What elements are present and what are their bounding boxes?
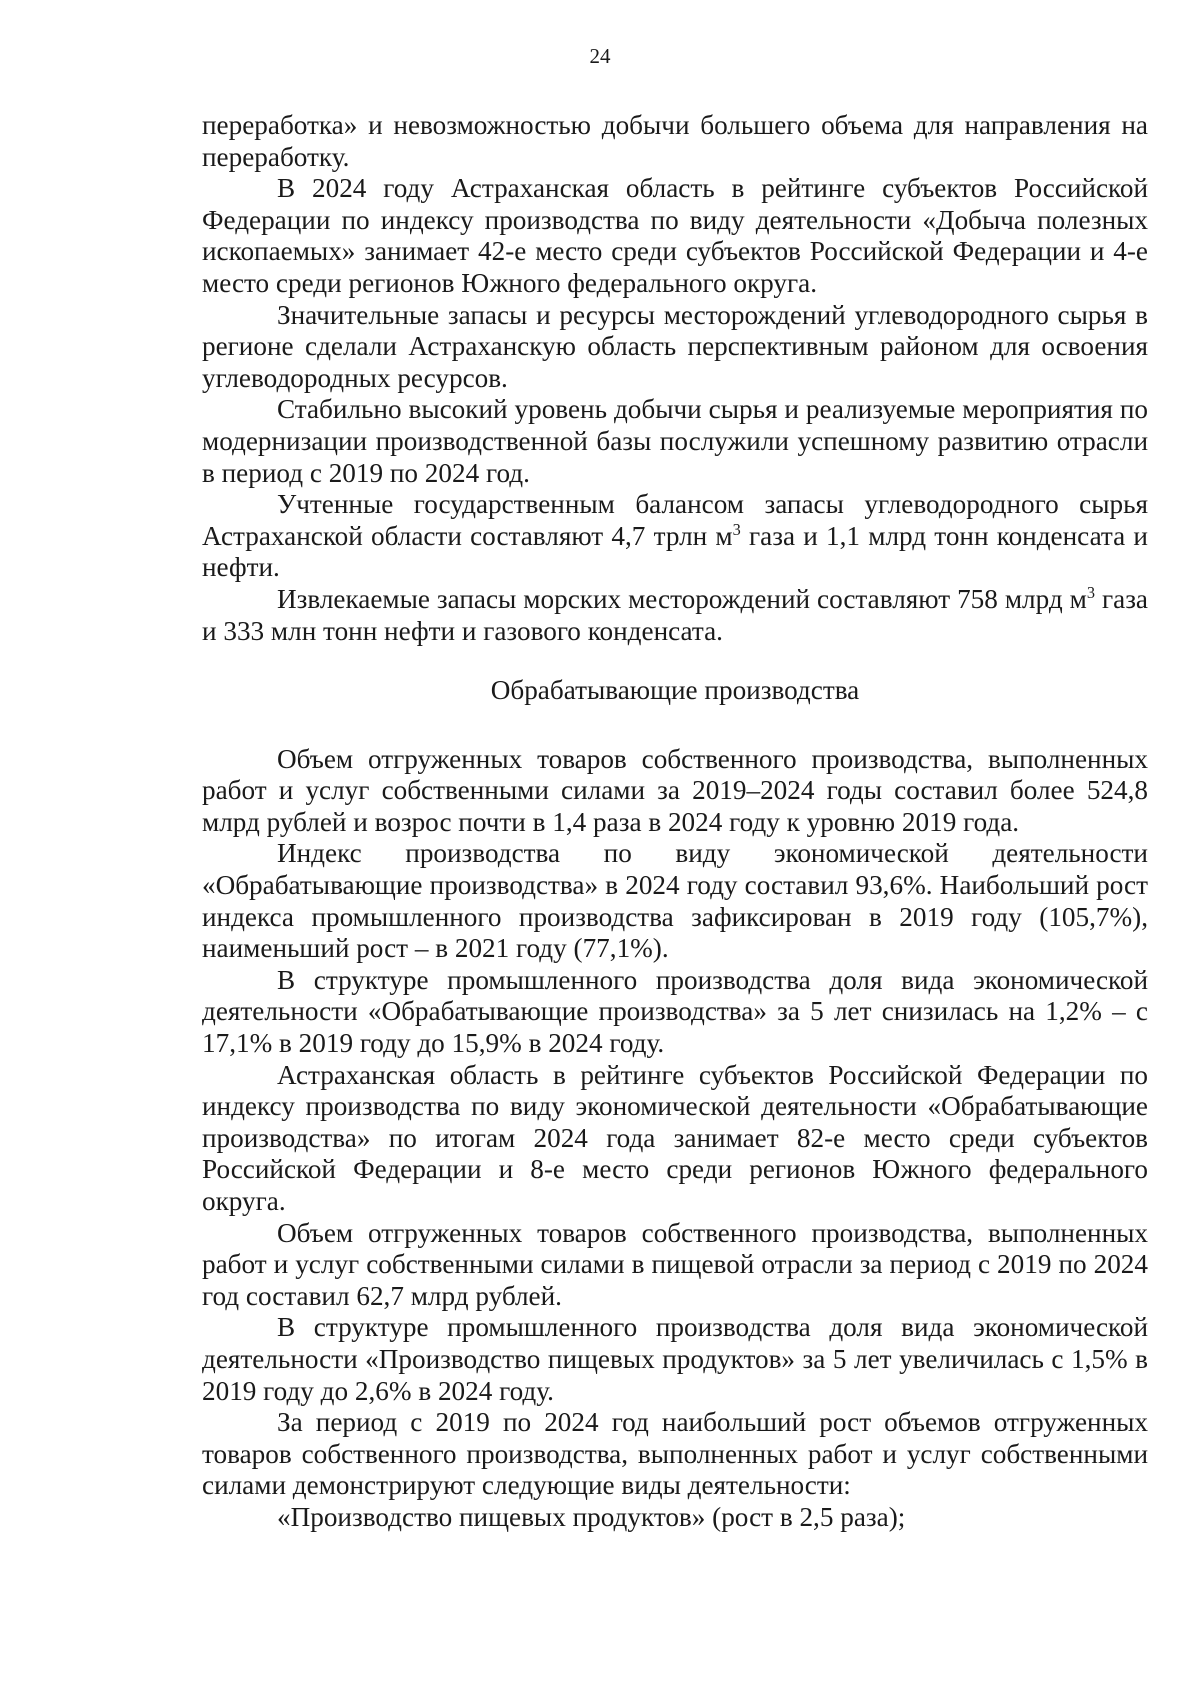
paragraph-manufacturing-rating: Астраханская область в рейтинге субъектов Российской Федерации по индексу производства по виду экономической деятельности «Обрабатывающие производства» по итогам 2024 года занимает 82-е место среди субъектов Российской Федерации и 8-е место среди регионов Южного федерального округа.: [202, 1059, 1148, 1216]
offshore-reserves-text: Извлекаемые запасы морских месторождений составляют 758 млрд м: [277, 583, 1087, 614]
paragraph-balance-reserves: [202, 489, 1148, 584]
paragraph-production-level: Стабильно высокий уровень добычи сырья и реализуемые мероприятия по модернизации производственной базы послужили успешному развитию отрасли в период с 2019 по 2024 год.: [202, 394, 1148, 488]
document-body: [202, 110, 1148, 1534]
cubic-superscript: 3: [732, 519, 741, 539]
paragraph-hydrocarbon-reserves: Значительные запасы и ресурсы месторождений углеводородного сырья в регионе сделали Астраханскую область перспективным районом для освоения углеводородных ресурсов.: [202, 299, 1148, 393]
section-heading: Обрабатывающие производства: [490, 675, 860, 706]
paragraph-shipped-volume: Объем отгруженных товаров собственного производства, выполненных работ и услуг собственными силами за 2019–2024 годы составил более 524,8 млрд рублей и возрос почти в 1,4 раза в 2024 году к уровню 2019 года.: [202, 743, 1148, 837]
paragraph-continuation: переработка» и невозможностью добычи большего объема для направления на переработку.: [202, 110, 1148, 172]
paragraph-food-industry-share: В структуре промышленного производства доля вида экономической деятельности «Производство пищевых продуктов» за 5 лет увеличилась с 1,5% в 2019 году до 2,6% в 2024 году.: [202, 1312, 1148, 1406]
paragraph-growth-leaders: За период с 2019 по 2024 год наибольший рост объемов отгруженных товаров собственного производства, выполненных работ и услуг собственными силами демонстрируют следующие виды деятельности:: [202, 1407, 1148, 1501]
paragraph-food-industry-volume: Объем отгруженных товаров собственного производства, выполненных работ и услуг собственными силами в пищевой отрасли за период с 2019 по 2024 год составил 62,7 млрд рублей.: [202, 1217, 1148, 1311]
paragraph-offshore-reserves: [202, 584, 1148, 647]
balance-reserves-text: Учтенные государственным балансом запасы углеводородного сырья Астраханской области составляют 4,7 трлн м: [202, 489, 1148, 551]
page-number: 24: [589, 44, 611, 68]
cubic-superscript: 3: [1086, 582, 1095, 602]
paragraph-production-index: Индекс производства по виду экономической деятельности «Обрабатывающие производства» в 2024 году составил 93,6%. Наибольший рост индекса промышленного производства зафиксирован в 2019 году (105,7%), наименьший рост – в 2021 году (77,1%).: [202, 838, 1148, 964]
balance-reserves-text-end: газа и 1,1 млрд тонн конденсата и нефти.: [202, 520, 1148, 583]
offshore-reserves-text-end: газа и 333 млн тонн нефти и газового конденсата.: [202, 583, 1148, 646]
paragraph-mining-rating: В 2024 году Астраханская область в рейтинге субъектов Российской Федерации по индексу производства по виду деятельности «Добыча полезных ископаемых» занимает 42-е место среди субъектов Российской Федерации и 4-е место среди регионов Южного федерального округа.: [202, 173, 1148, 298]
list-item-food-production: «Производство пищевых продуктов» (рост в 2,5 раза);: [277, 1501, 906, 1532]
paragraph-manufacturing-share: В структуре промышленного производства доля вида экономической деятельности «Обрабатывающие производства» за 5 лет снизилась на 1,2% – с 17,1% в 2019 году до 15,9% в 2024 году.: [202, 964, 1148, 1059]
